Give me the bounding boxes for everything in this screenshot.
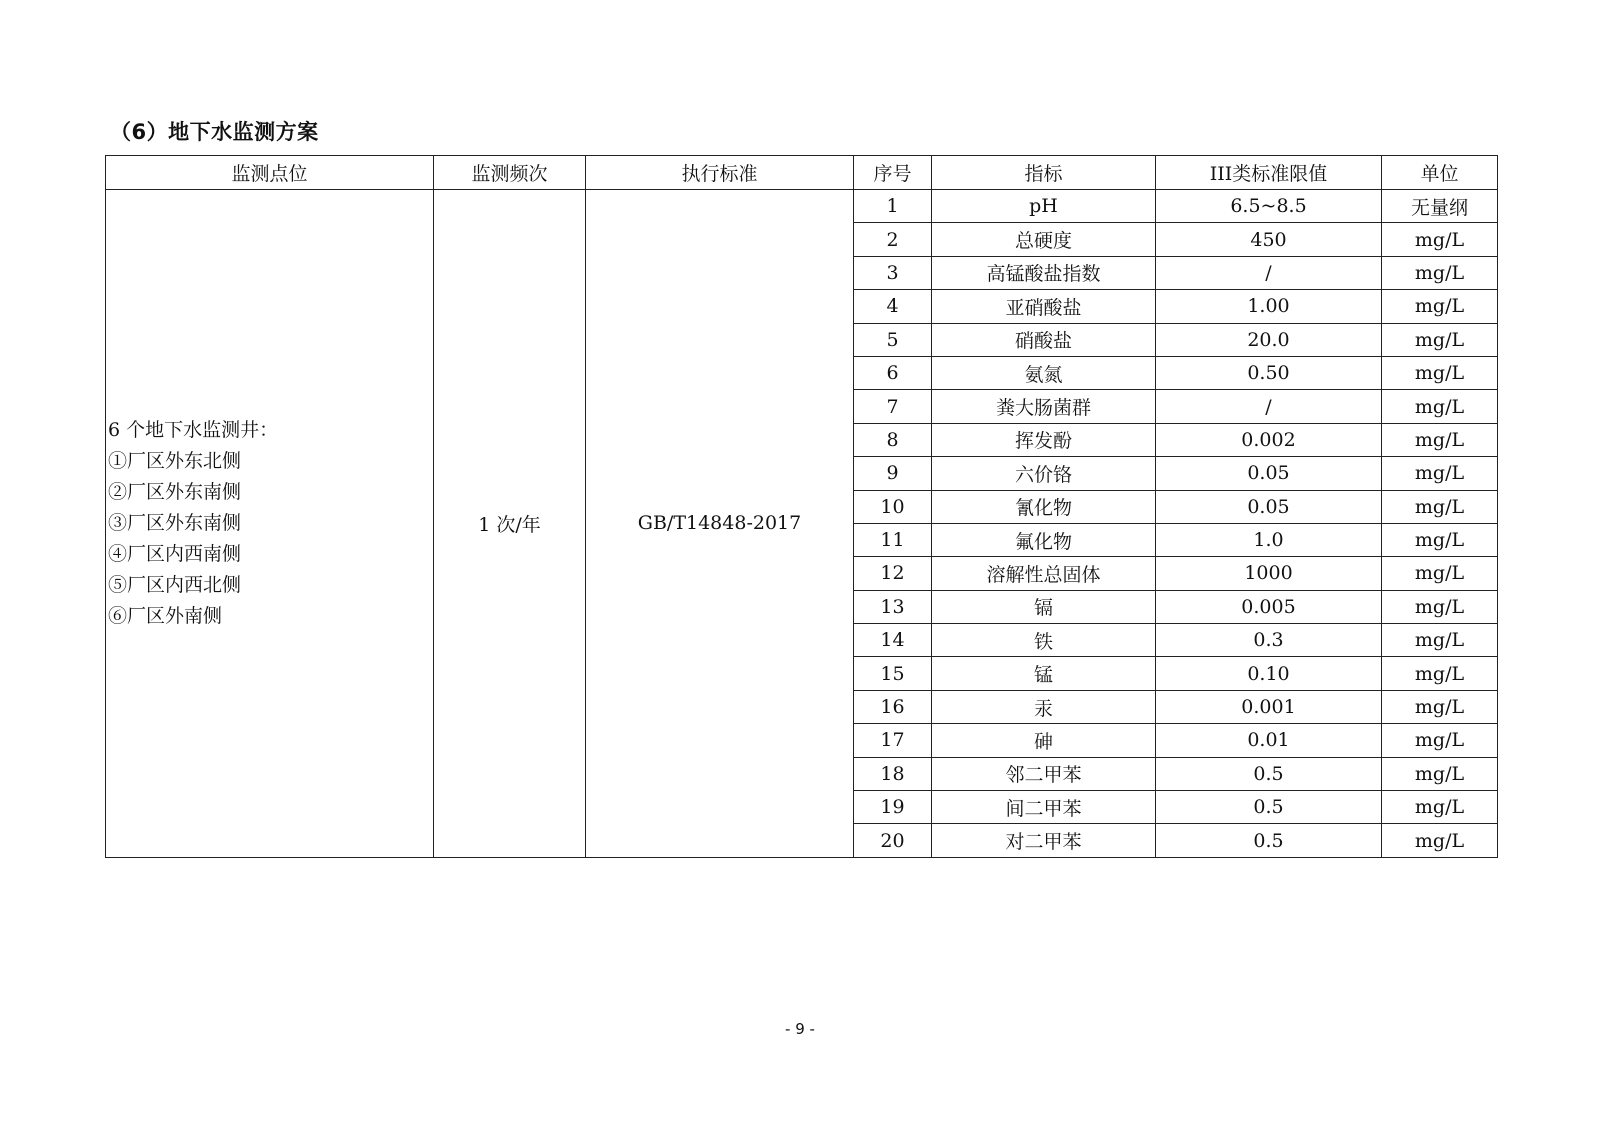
limit-cell: 0.05 <box>1156 490 1382 523</box>
index-cell: 10 <box>854 490 932 523</box>
unit-cell: mg/L <box>1382 657 1498 690</box>
unit-cell: mg/L <box>1382 624 1498 657</box>
limit-cell: 450 <box>1156 223 1382 256</box>
indicator-cell: pH <box>932 190 1156 223</box>
indicator-cell: 锰 <box>932 657 1156 690</box>
monitoring-point-line: ⑤厂区内西北侧 <box>108 573 242 596</box>
unit-cell: mg/L <box>1382 791 1498 824</box>
groundwater-monitoring-table <box>105 155 1498 858</box>
unit-cell: mg/L <box>1382 523 1498 556</box>
indicator-cell: 挥发酚 <box>932 423 1156 456</box>
table-row <box>106 190 1498 223</box>
index-cell: 12 <box>854 557 932 590</box>
unit-cell: mg/L <box>1382 557 1498 590</box>
index-cell: 3 <box>854 256 932 289</box>
index-cell: 17 <box>854 724 932 757</box>
monitoring-point-line: ③厂区外东南侧 <box>108 511 242 534</box>
limit-cell: 0.5 <box>1156 757 1382 790</box>
index-cell: 14 <box>854 624 932 657</box>
header-frequency: 监测频次 <box>434 156 586 190</box>
limit-cell: 0.50 <box>1156 356 1382 389</box>
indicator-cell: 六价铬 <box>932 457 1156 490</box>
indicator-cell: 汞 <box>932 690 1156 723</box>
unit-cell: mg/L <box>1382 724 1498 757</box>
unit-cell: mg/L <box>1382 223 1498 256</box>
indicator-cell: 氨氮 <box>932 356 1156 389</box>
limit-cell: 1.00 <box>1156 290 1382 323</box>
indicator-cell: 高锰酸盐指数 <box>932 256 1156 289</box>
section-title: （6）地下水监测方案 <box>110 120 319 144</box>
limit-cell: 0.001 <box>1156 690 1382 723</box>
limit-cell: 0.5 <box>1156 791 1382 824</box>
limit-cell: 1000 <box>1156 557 1382 590</box>
header-limit: III类标准限值 <box>1156 156 1382 190</box>
indicator-cell: 总硬度 <box>932 223 1156 256</box>
indicator-cell: 邻二甲苯 <box>932 757 1156 790</box>
indicator-cell: 溶解性总固体 <box>932 557 1156 590</box>
header-unit: 单位 <box>1382 156 1498 190</box>
limit-cell: 1.0 <box>1156 523 1382 556</box>
limit-cell: 6.5~8.5 <box>1156 190 1382 223</box>
indicator-cell: 砷 <box>932 724 1156 757</box>
limit-cell: 20.0 <box>1156 323 1382 356</box>
index-cell: 6 <box>854 356 932 389</box>
indicator-cell: 间二甲苯 <box>932 791 1156 824</box>
index-cell: 4 <box>854 290 932 323</box>
unit-cell: mg/L <box>1382 490 1498 523</box>
unit-cell: mg/L <box>1382 690 1498 723</box>
standard-cell: GB/T14848-2017 <box>586 190 854 858</box>
indicator-cell: 镉 <box>932 590 1156 623</box>
limit-cell: 0.002 <box>1156 423 1382 456</box>
index-cell: 5 <box>854 323 932 356</box>
header-point: 监测点位 <box>106 156 434 190</box>
index-cell: 9 <box>854 457 932 490</box>
header-standard: 执行标准 <box>586 156 854 190</box>
index-cell: 2 <box>854 223 932 256</box>
indicator-cell: 硝酸盐 <box>932 323 1156 356</box>
header-index: 序号 <box>854 156 932 190</box>
table-header-row <box>106 156 1498 190</box>
limit-cell: 0.3 <box>1156 624 1382 657</box>
page-number: - 9 - <box>785 1020 815 1038</box>
unit-cell: mg/L <box>1382 457 1498 490</box>
unit-cell: mg/L <box>1382 757 1498 790</box>
monitoring-point-line: ⑥厂区外南侧 <box>108 604 223 627</box>
unit-cell: mg/L <box>1382 824 1498 857</box>
limit-cell: 0.01 <box>1156 724 1382 757</box>
unit-cell: mg/L <box>1382 323 1498 356</box>
limit-cell: / <box>1156 256 1382 289</box>
indicator-cell: 粪大肠菌群 <box>932 390 1156 423</box>
table-body <box>106 190 1498 858</box>
monitoring-point-line: ④厂区内西南侧 <box>108 542 242 565</box>
indicator-cell: 氟化物 <box>932 523 1156 556</box>
indicator-cell: 氰化物 <box>932 490 1156 523</box>
index-cell: 11 <box>854 523 932 556</box>
indicator-cell: 亚硝酸盐 <box>932 290 1156 323</box>
index-cell: 7 <box>854 390 932 423</box>
index-cell: 13 <box>854 590 932 623</box>
monitoring-frequency-cell: 1 次/年 <box>434 190 586 858</box>
unit-cell: mg/L <box>1382 290 1498 323</box>
index-cell: 18 <box>854 757 932 790</box>
indicator-cell: 对二甲苯 <box>932 824 1156 857</box>
header-indicator: 指标 <box>932 156 1156 190</box>
limit-cell: 0.10 <box>1156 657 1382 690</box>
limit-cell: / <box>1156 390 1382 423</box>
index-cell: 16 <box>854 690 932 723</box>
limit-cell: 0.005 <box>1156 590 1382 623</box>
limit-cell: 0.5 <box>1156 824 1382 857</box>
monitoring-point-line: ②厂区外东南侧 <box>108 480 242 503</box>
unit-cell: mg/L <box>1382 590 1498 623</box>
monitoring-point-line: 6 个地下水监测井： <box>108 418 279 441</box>
monitoring-point-line: ①厂区外东北侧 <box>108 449 242 472</box>
unit-cell: mg/L <box>1382 423 1498 456</box>
unit-cell: mg/L <box>1382 390 1498 423</box>
unit-cell: 无量纲 <box>1382 190 1498 223</box>
monitoring-point-cell <box>106 190 434 858</box>
index-cell: 15 <box>854 657 932 690</box>
unit-cell: mg/L <box>1382 356 1498 389</box>
unit-cell: mg/L <box>1382 256 1498 289</box>
index-cell: 8 <box>854 423 932 456</box>
limit-cell: 0.05 <box>1156 457 1382 490</box>
indicator-cell: 铁 <box>932 624 1156 657</box>
index-cell: 20 <box>854 824 932 857</box>
index-cell: 1 <box>854 190 932 223</box>
index-cell: 19 <box>854 791 932 824</box>
